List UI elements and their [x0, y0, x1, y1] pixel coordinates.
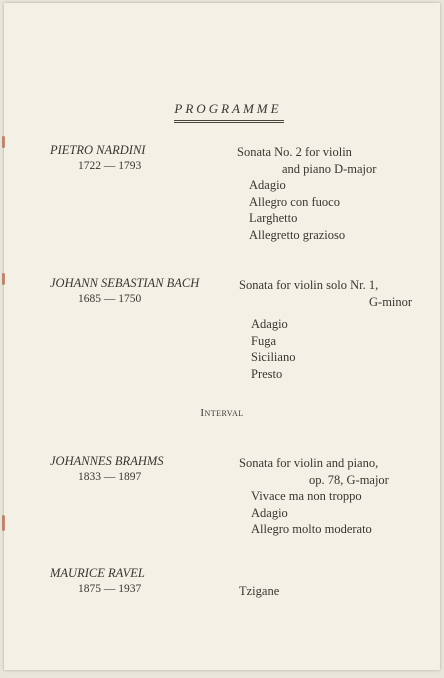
composer-dates: 1685 — 1750 — [78, 293, 142, 305]
composer-name: MAURICE RAVEL — [50, 566, 145, 580]
composer-block — [50, 566, 145, 595]
stain-mark — [2, 515, 5, 531]
composer-block — [50, 276, 199, 305]
movement-list — [239, 316, 412, 382]
composer-dates: 1722 — 1793 — [78, 160, 142, 172]
movement-list — [237, 177, 376, 243]
programme-page — [4, 3, 440, 670]
work-title: Sonata for violin solo Nr. 1, — [239, 278, 379, 292]
movement: Allegro con fuoco — [249, 194, 340, 209]
work-title: and piano D-major — [282, 161, 377, 176]
movement: Allegretto grazioso — [249, 227, 346, 242]
composer-block — [50, 454, 164, 483]
movement: Presto — [251, 366, 283, 381]
interval-label: Interval — [200, 407, 244, 419]
movement: Adagio — [251, 505, 288, 520]
movement-list — [239, 488, 389, 538]
work-block — [237, 144, 376, 243]
movement: Siciliano — [251, 350, 296, 364]
composer-dates: 1833 — 1897 — [78, 471, 142, 483]
title-underline — [174, 120, 284, 123]
movement: Larghetto — [249, 211, 298, 225]
composer-name: JOHANNES BRAHMS — [50, 454, 164, 468]
movement: Adagio — [249, 178, 286, 192]
work-title: G-minor — [369, 294, 413, 309]
work-block — [239, 455, 389, 538]
composer-block — [50, 143, 145, 172]
work-block — [239, 277, 412, 382]
movement: Vivace ma non troppo — [251, 489, 362, 503]
movement: Adagio — [251, 317, 288, 331]
work-title: Sonata for violin and piano, — [239, 456, 379, 470]
composer-dates: 1875 — 1937 — [78, 583, 142, 595]
work-title: Sonata No. 2 for violin — [237, 145, 352, 159]
stain-mark — [2, 136, 5, 148]
stain-mark — [2, 273, 5, 285]
movement: Allegro molto moderato — [251, 522, 372, 536]
work-title: op. 78, G-major — [309, 472, 389, 487]
movement: Fuga — [251, 333, 276, 348]
programme-title: PROGRAMME — [174, 101, 282, 116]
work-block — [239, 583, 279, 600]
composer-name: PIETRO NARDINI — [50, 143, 146, 157]
composer-name: JOHANN SEBASTIAN BACH — [50, 276, 200, 290]
work-title: Tzigane — [239, 584, 280, 598]
